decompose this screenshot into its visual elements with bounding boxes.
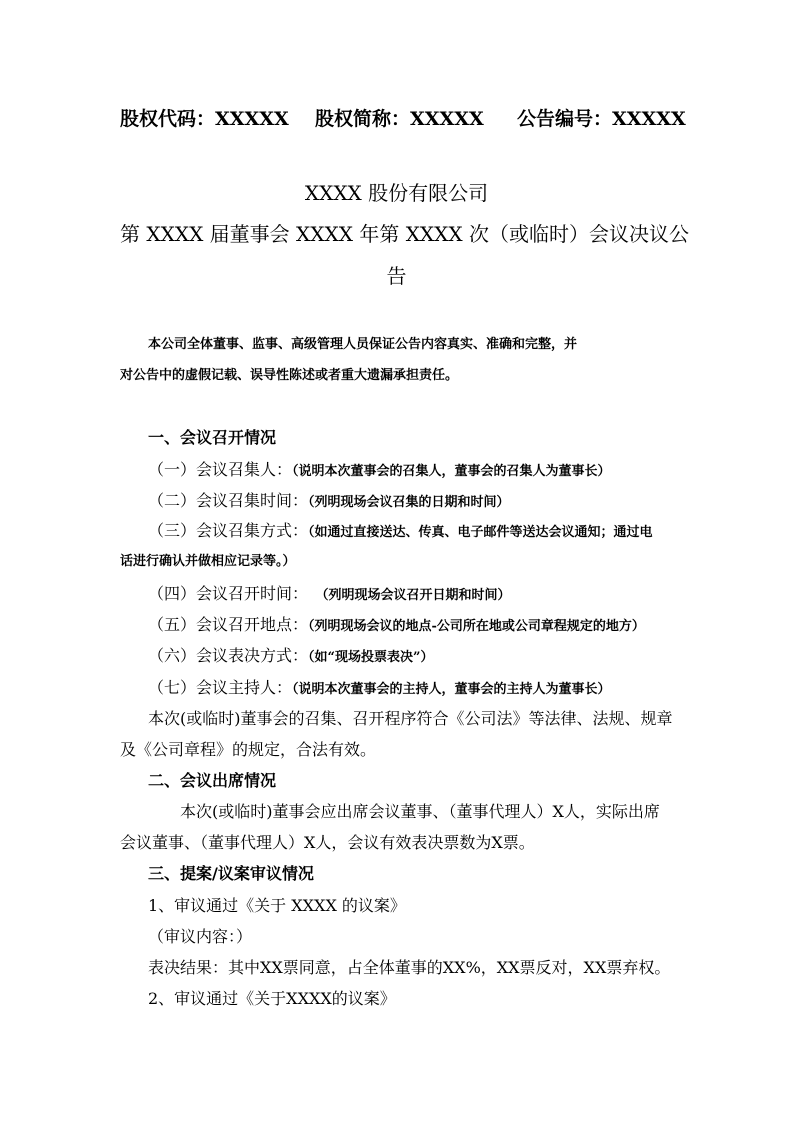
- list-item: [148, 643, 433, 666]
- list-item: [148, 612, 645, 635]
- attendance-line1: 本次(或临时)董事会应出席会议董事、（董事代理人）X人，实际出席: [180, 802, 660, 821]
- attendance-line2: 会议董事、（董事代理人）X人，会议有效表决票数为X票。: [120, 833, 535, 852]
- list-item: [148, 488, 510, 511]
- company-name: XXXX 股份有限公司: [304, 181, 489, 205]
- section3-heading: 三、提案/议案审议情况: [148, 864, 314, 883]
- item-note-continued: 话进行确认并做相应记录等。）: [120, 554, 296, 569]
- notice-title-line1: 第 XXXX 届董事会 XXXX 年第 XXXX 次（或临时）会议决议公: [120, 222, 690, 246]
- item-label: （六）会议表决方式：: [148, 646, 309, 665]
- item-note: （如通过直接送达、传真、电子邮件等送达会议通知；通过电: [308, 525, 653, 540]
- motion1-title: 1、审议通过《关于 XXXX 的议案》: [148, 896, 406, 915]
- item-label: （二）会议召集时间：: [148, 491, 309, 510]
- compliance-line2: 及《公司章程》的规定，合法有效。: [120, 740, 377, 759]
- section1-heading: 一、会议召开情况: [148, 428, 277, 447]
- list-item: [148, 581, 511, 604]
- list-item: [148, 457, 611, 480]
- disclaimer-line2: 对公告中的虚假记载、误导性陈述或者重大遗漏承担责任。: [120, 368, 459, 383]
- stock-code: 股权代码：XXXXX: [120, 108, 289, 130]
- item-note: （说明本次董事会的主持人，董事会的主持人为董事长）: [292, 682, 611, 697]
- section2-heading: 二、会议出席情况: [148, 771, 277, 790]
- item-label: （五）会议召开地点：: [148, 615, 309, 634]
- item-note: （列明现场会议召开日期和时间）: [322, 588, 511, 603]
- motion1-result: 表决结果：其中XX票同意，占全体董事的XX%，XX票反对，XX票弃权。: [148, 958, 671, 977]
- motion1-content: （审议内容：）: [148, 927, 253, 946]
- item-note: （列明现场会议召集的日期和时间）: [308, 495, 510, 510]
- item-label: （四）会议召开时间：: [148, 584, 309, 603]
- notice-number: 公告编号：XXXXX: [517, 108, 686, 130]
- notice-title-line2: 告: [386, 264, 407, 288]
- motion2-title: 2、审议通过《关于XXXX的议案》: [148, 989, 396, 1008]
- disclaimer-line1: 本公司全体董事、监事、高级管理人员保证公告内容真实、准确和完整，并: [148, 337, 578, 352]
- list-item: [148, 675, 611, 698]
- item-label: （三）会议召集方式：: [148, 521, 309, 540]
- compliance-line1: 本次(或临时)董事会的召集、召开程序符合《公司法》等法律、法规、规章: [148, 709, 673, 728]
- item-note: （列明现场会议的地点-公司所在地或公司章程规定的地方）: [308, 619, 645, 634]
- stock-name: 股权简称：XXXXX: [315, 108, 484, 130]
- list-item: [148, 518, 653, 541]
- item-note: （如“现场投票表决”）: [308, 650, 434, 665]
- item-label: （七）会议主持人：: [148, 678, 293, 697]
- item-label: （一）会议召集人：: [148, 460, 293, 479]
- item-note: （说明本次董事会的召集人，董事会的召集人为董事长）: [292, 464, 611, 479]
